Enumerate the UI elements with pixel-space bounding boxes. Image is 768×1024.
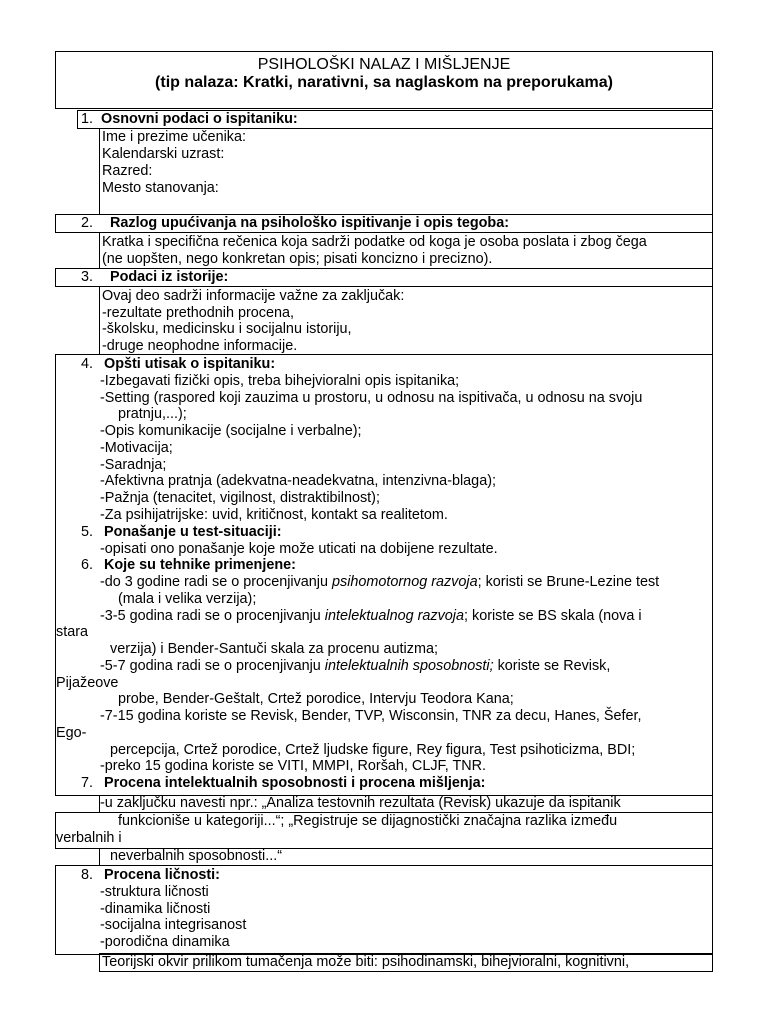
section-2-heading: Razlog upućivanja na psihološko ispitivanje i opis tegoba: (110, 215, 510, 231)
s6-line: percepcija, Crtež porodice, Crtež ljudske figure, Rey figura, Test psihoticizma, BDI; (110, 742, 636, 758)
s6-line6-italic: intelektualnih sposobnosti; (324, 658, 494, 674)
s6-line: Ego- (56, 725, 87, 741)
s4-line: -Za psihijatrijske: uvid, kritičnost, kontakt sa realitetom. (100, 507, 448, 523)
s4-line: -Opis komunikacije (socijalne i verbalne); (100, 423, 362, 439)
s3-line: Ovaj deo sadrži informacije važne za zaključak: (102, 288, 405, 304)
section-2-number: 2. (81, 215, 94, 231)
section-1-number: 1. (81, 111, 94, 127)
s3-line: -školsku, medicinsku i socijalnu istoriju, (102, 321, 352, 337)
s2-line: Kratka i specifična rečenica koja sadrži podatke od koga je osoba poslata i zbog čega (102, 234, 647, 250)
section-5-heading: Ponašanje u test-situaciji: (104, 524, 282, 540)
s6-line: Pijažeove (56, 675, 119, 691)
s4-line: pratnju,...); (118, 406, 187, 422)
s6-line6-a: -5-7 godina radi se o procenjivanju (100, 658, 325, 674)
s6-line: probe, Bender-Geštalt, Crtež porodice, Intervju Teodora Kana; (118, 691, 514, 707)
document-subtitle: (tip nalaza: Kratki, narativni, sa naglaskom na preporukama) (155, 74, 613, 91)
s7-line: funkcioniše u kategoriji...“; „Registruje se dijagnostički značajna razlika između (118, 813, 618, 829)
section-4-heading: Opšti utisak o ispitaniku: (104, 356, 276, 372)
section-3-heading: Podaci iz istorije: (110, 269, 229, 285)
s6-line3-a: -3-5 godina radi se o procenjivanju (100, 608, 325, 624)
s3-line: -druge neophodne informacije. (102, 338, 298, 354)
s6-line3-italic: intelektualnog razvoja (324, 608, 464, 624)
s6-line: verzija) i Bender-Santuči skala za procenu autizma; (110, 641, 438, 657)
s4-line: -Motivacija; (100, 440, 173, 456)
section-4-number: 4. (81, 356, 94, 372)
s4-line: -Afektivna pratnja (adekvatna-neadekvatna, intenzivna-blaga); (100, 473, 496, 489)
s8-last-line: Teorijski okvir prilikom tumačenja može biti: psihodinamski, bihejvioralni, kognitivni, (102, 954, 630, 970)
section-1-heading: Osnovni podaci o ispitaniku: (101, 111, 298, 127)
section-7-number: 7. (81, 775, 94, 791)
s6-line: stara (56, 624, 88, 640)
s6-line6-b: koriste se Revisk, (493, 658, 611, 674)
s6-line1-italic: psihomotornog razvoja (332, 574, 478, 590)
s7-line: verbalnih i (56, 830, 122, 846)
section-6-heading: Koje su tehnike primenjene: (104, 557, 296, 573)
s6-line: (mala i velika verzija); (118, 591, 257, 607)
s4-line: -Saradnja; (100, 457, 167, 473)
s2-line: (ne uopšten, nego konkretan opis; pisati koncizno i precizno). (102, 251, 493, 267)
s6-line (100, 608, 642, 625)
s8-line: -porodična dinamika (100, 934, 230, 950)
s8-line: -socijalna integrisanost (100, 917, 247, 933)
section-3-number: 3. (81, 269, 94, 285)
s1-line: Razred: (102, 163, 153, 179)
s4-line: -Izbegavati fizički opis, treba bihejvioralni opis ispitanika; (100, 373, 460, 389)
s8-line: -struktura ličnosti (100, 884, 209, 900)
document-title: PSIHOLOŠKI NALAZ I MIŠLJENJE (257, 56, 511, 73)
s4-line: -Pažnja (tenacitet, vigilnost, distraktibilnost); (100, 490, 380, 506)
s6-line: -7-15 godina koriste se Revisk, Bender, TVP, Wisconsin, TNR za decu, Hanes, Šefer, (100, 708, 642, 724)
section-5-number: 5. (81, 524, 94, 540)
s6-line1-b: ; koristi se Brune-Lezine test (477, 574, 660, 590)
section-6-number: 6. (81, 557, 94, 573)
s6-line3-b: ; koriste se BS skala (nova i (464, 608, 642, 624)
s3-line: -rezultate prethodnih procena, (102, 305, 294, 321)
s6-line (100, 574, 659, 591)
s1-line: Mesto stanovanja: (102, 180, 219, 196)
section-8-number: 8. (81, 867, 94, 883)
s7-line: -u zaključku navesti npr.: „Analiza testovnih rezultata (Revisk) ukazuje da ispitanik (100, 795, 621, 811)
s6-line1-a: -do 3 godine radi se o procenjivanju (100, 574, 332, 590)
s1-line: Ime i prezime učenika: (102, 129, 246, 145)
s6-line: -preko 15 godina koriste se VITI, MMPI, Roršah, CLJF, TNR. (100, 758, 487, 774)
section-8-heading: Procena ličnosti: (104, 867, 220, 883)
s7-line: neverbalnih sposobnosti...“ (110, 848, 282, 864)
s5-line: -opisati ono ponašanje koje može uticati na dobijene rezultate. (100, 541, 498, 557)
s4-line: -Setting (raspored koji zauzima u prostoru, u odnosu na ispitivača, u odnosu na svoju (100, 390, 643, 406)
s6-line (100, 658, 610, 675)
section-7-heading: Procena intelektualnih sposobnosti i procena mišljenja: (104, 775, 486, 791)
s8-line: -dinamika ličnosti (100, 901, 211, 917)
s1-line: Kalendarski uzrast: (102, 146, 225, 162)
